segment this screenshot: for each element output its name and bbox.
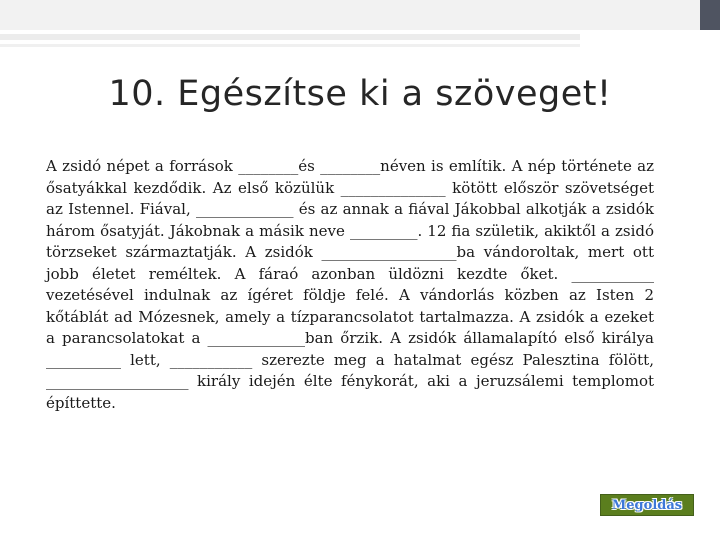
slide-title: 10. Egészítse ki a szöveget!	[108, 74, 612, 114]
corner-accent	[700, 0, 720, 30]
blank-field: _________	[349, 221, 418, 240]
solution-button[interactable]	[600, 494, 694, 516]
text-segment: ban őrzik. A zsidók államalapító első királya	[305, 329, 654, 347]
blank-field: ___________	[571, 264, 654, 283]
text-segment: . 12 fia születik, akiktől a zsidó törzseket származtatják. A zsidók	[46, 221, 654, 261]
text-segment: kötött először szövetséget az Istennel. Fiával,	[46, 178, 654, 218]
text-segment: lett,	[121, 350, 170, 369]
blank-field: _____________	[195, 200, 294, 218]
text-segment: néven is említik. A nép története az ősatyákkal kezdődik. Az első közülük	[46, 157, 655, 197]
blank-field: ______________	[340, 178, 446, 197]
blank-field: __________	[46, 350, 121, 369]
text-segment: és az annak a fiával Jákobbal alkotják a zsidók három ősatyját. Jákobnak a másik neve	[46, 200, 655, 240]
solution-button-label: Megoldás	[611, 497, 683, 513]
text-segment: vezetésével indulnak az ígéret földje felé. A vándorlás közben az Isten 2 kőtáblát ad Mózesnek, amely a tízparancsolatot tartalmazza. A zsidók a ezeket a parancsolatokat a	[46, 286, 654, 347]
blank-field: ___________________	[46, 372, 189, 390]
blank-field: ________	[320, 157, 381, 175]
text-segment: és	[298, 157, 321, 175]
decorative-bar	[0, 34, 580, 40]
fill-in-text	[46, 156, 654, 414]
top-band	[0, 0, 720, 30]
text-segment: A zsidó népet a források	[46, 157, 239, 175]
blank-field: ___________	[169, 350, 253, 369]
blank-field: _____________	[207, 329, 305, 347]
blank-field: __________________	[321, 243, 457, 261]
text-segment: szerezte meg a hatalmat egész Palesztina fölött,	[252, 350, 654, 369]
text-segment: ba vándoroltak, mert ott jobb életet reméltek. A fáraó azonban üldözni kezdte őket.	[46, 243, 654, 283]
text-segment: király idején élte fénykorát, aki a jeruzsálemi templomot építtette.	[46, 372, 654, 412]
decorative-bar	[0, 44, 580, 47]
blank-field: ________	[238, 157, 299, 175]
